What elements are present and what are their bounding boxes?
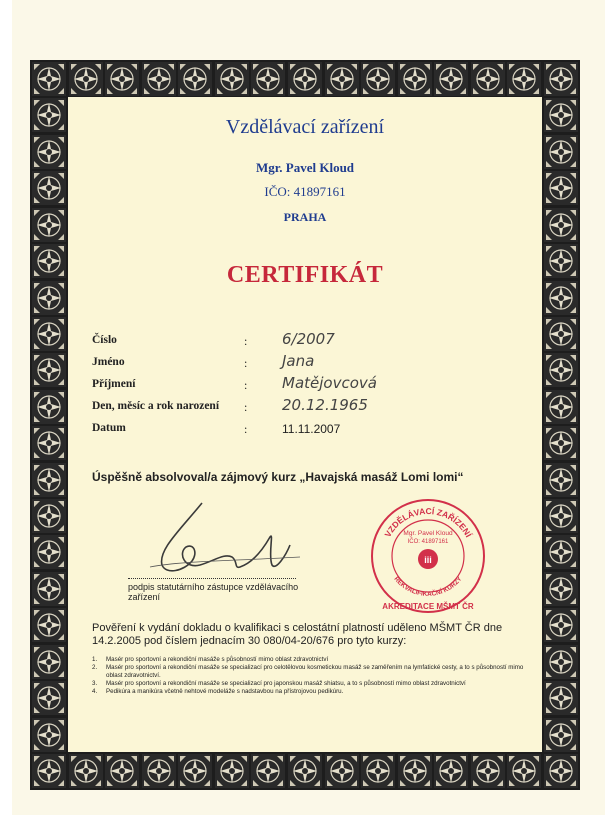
field-row-surname xyxy=(92,374,532,396)
border-ornament xyxy=(31,389,67,425)
border-ornament xyxy=(31,134,67,170)
field-label: Příjmení xyxy=(92,378,136,390)
border-ornament xyxy=(31,571,67,607)
field-colon: : xyxy=(244,378,248,392)
border-ornament xyxy=(68,61,104,97)
field-label: Jméno xyxy=(92,356,125,368)
border-ornament xyxy=(470,61,506,97)
border-ornament xyxy=(31,498,67,534)
signature-image xyxy=(140,495,310,580)
svg-text:Mgr. Pavel Kloud: Mgr. Pavel Kloud xyxy=(403,530,453,537)
border-ornament xyxy=(324,61,360,97)
svg-text:AKREDITACE MŠMT ČR: AKREDITACE MŠMT ČR xyxy=(382,602,474,611)
border-ornament xyxy=(433,61,469,97)
border-ornament xyxy=(543,207,579,243)
course-item: 1. Masér pro sportovní a rekondiční masáže s působností mimo oblast zdravotnictví xyxy=(92,656,329,663)
field-colon: : xyxy=(244,334,248,348)
field-row-date xyxy=(92,418,532,440)
border-ornament xyxy=(543,425,579,461)
border-ornament xyxy=(177,61,213,97)
border-ornament xyxy=(397,753,433,789)
field-row-first-name xyxy=(92,352,532,374)
border-ornament xyxy=(543,97,579,133)
signature-caption: podpis statutárního zástupce vzdělávacího zařízení xyxy=(128,582,299,602)
institute-title: Vzdělávací zařízení xyxy=(225,116,385,138)
border-ornament xyxy=(31,352,67,388)
border-ornament xyxy=(543,498,579,534)
border-ornament xyxy=(31,316,67,352)
border-ornament xyxy=(543,644,579,680)
border-ornament xyxy=(287,61,323,97)
field-value-surname: Matějovcová xyxy=(282,374,377,392)
border-ornament xyxy=(31,170,67,206)
border-ornament xyxy=(397,61,433,97)
border-ornament xyxy=(543,316,579,352)
border-ornament xyxy=(214,753,250,789)
border-ornament xyxy=(68,753,104,789)
border-ornament xyxy=(31,462,67,498)
border-ornament xyxy=(543,134,579,170)
field-colon: : xyxy=(244,356,248,370)
completed-course-text: Úspěšně absolvoval/a zájmový kurz „Havajská masáž Lomi lomi“ xyxy=(92,470,464,484)
field-label: Den, měsíc a rok narození xyxy=(92,400,220,412)
border-ornament xyxy=(31,680,67,716)
border-ornament xyxy=(543,243,579,279)
border-ornament xyxy=(433,753,469,789)
border-ornament xyxy=(31,243,67,279)
course-item: 2. Masér pro sportovní a rekondiční masáže se specializací pro celotělovou kosmetickou masáž se zaměřením na lymfatické cesty, a to s působností mimo oblast zdravotnictví. xyxy=(92,664,524,680)
border-ornament xyxy=(360,61,396,97)
field-value-first-name: Jana xyxy=(282,352,315,370)
field-colon: : xyxy=(244,400,248,414)
border-ornament xyxy=(543,534,579,570)
field-value-date: 11.11.2007 xyxy=(282,422,341,436)
border-ornament xyxy=(360,753,396,789)
border-ornament xyxy=(214,61,250,97)
border-ornament xyxy=(250,61,286,97)
field-value-birthdate: 20.12.1965 xyxy=(282,396,368,414)
svg-text:REKVALIFIKAČNÍ KURZY: REKVALIFIKAČNÍ KURZY xyxy=(392,575,464,598)
signature-line xyxy=(128,578,296,579)
border-ornament xyxy=(31,644,67,680)
official-stamp xyxy=(369,497,487,615)
border-ornament xyxy=(31,717,67,753)
border-ornament xyxy=(543,280,579,316)
border-ornament xyxy=(543,61,579,97)
border-ornament xyxy=(543,352,579,388)
border-ornament xyxy=(31,607,67,643)
border-ornament xyxy=(31,534,67,570)
field-label: Datum xyxy=(92,422,126,434)
scan-edge xyxy=(0,0,12,815)
border-ornament xyxy=(31,61,67,97)
border-ornament xyxy=(543,680,579,716)
border-ornament xyxy=(31,425,67,461)
border-ornament xyxy=(543,170,579,206)
border-ornament xyxy=(250,753,286,789)
border-ornament xyxy=(506,753,542,789)
border-ornament xyxy=(141,61,177,97)
border-ornament xyxy=(543,389,579,425)
border-ornament xyxy=(543,717,579,753)
border-ornament xyxy=(31,97,67,133)
field-row-birthdate xyxy=(92,396,532,418)
border-ornament xyxy=(141,753,177,789)
border-ornament xyxy=(543,753,579,789)
border-ornament xyxy=(31,753,67,789)
border-ornament xyxy=(470,753,506,789)
border-ornament xyxy=(104,753,140,789)
field-row-number xyxy=(92,330,532,352)
course-item: 4. Pedikúra a manikúra včetně nehtové modeláže s nadstavbou na přístrojovou pedikúru. xyxy=(92,688,344,696)
svg-text:iii: iii xyxy=(424,555,432,565)
svg-text:VZDĚLÁVACÍ ZAŘÍZENÍ: VZDĚLÁVACÍ ZAŘÍZENÍ xyxy=(382,505,474,539)
course-item: 3. Masér pro sportovní a rekondiční masáže se specializací pro japonskou masáž shiatsu, a to s působností mimo oblast zdravotnictví xyxy=(92,680,466,688)
border-ornament xyxy=(543,462,579,498)
field-colon: : xyxy=(244,422,248,436)
certificate-title: CERTIFIKÁT xyxy=(226,262,384,288)
border-ornament xyxy=(324,753,360,789)
border-ornament xyxy=(104,61,140,97)
field-value-number: 6/2007 xyxy=(282,330,335,348)
border-ornament xyxy=(287,753,323,789)
field-label: Číslo xyxy=(92,334,117,346)
border-ornament xyxy=(543,607,579,643)
border-ornament xyxy=(31,280,67,316)
director-name: Mgr. Pavel Kloud xyxy=(255,160,355,175)
course-list xyxy=(92,656,532,696)
accreditation-text: Pověření k vydání dokladu o kvalifikaci s celostátní platností uděleno MŠMT ČR dne 14.2.2005 pod číslem jednacím 30 080/04-20/676 pro tyto kurzy: xyxy=(92,622,503,647)
city: PRAHA xyxy=(283,210,327,224)
border-ornament xyxy=(543,571,579,607)
border-ornament xyxy=(31,207,67,243)
border-ornament xyxy=(506,61,542,97)
company-id: IČO: 41897161 xyxy=(264,184,346,199)
svg-text:IČO: 41897161: IČO: 41897161 xyxy=(407,539,449,545)
border-ornament xyxy=(177,753,213,789)
